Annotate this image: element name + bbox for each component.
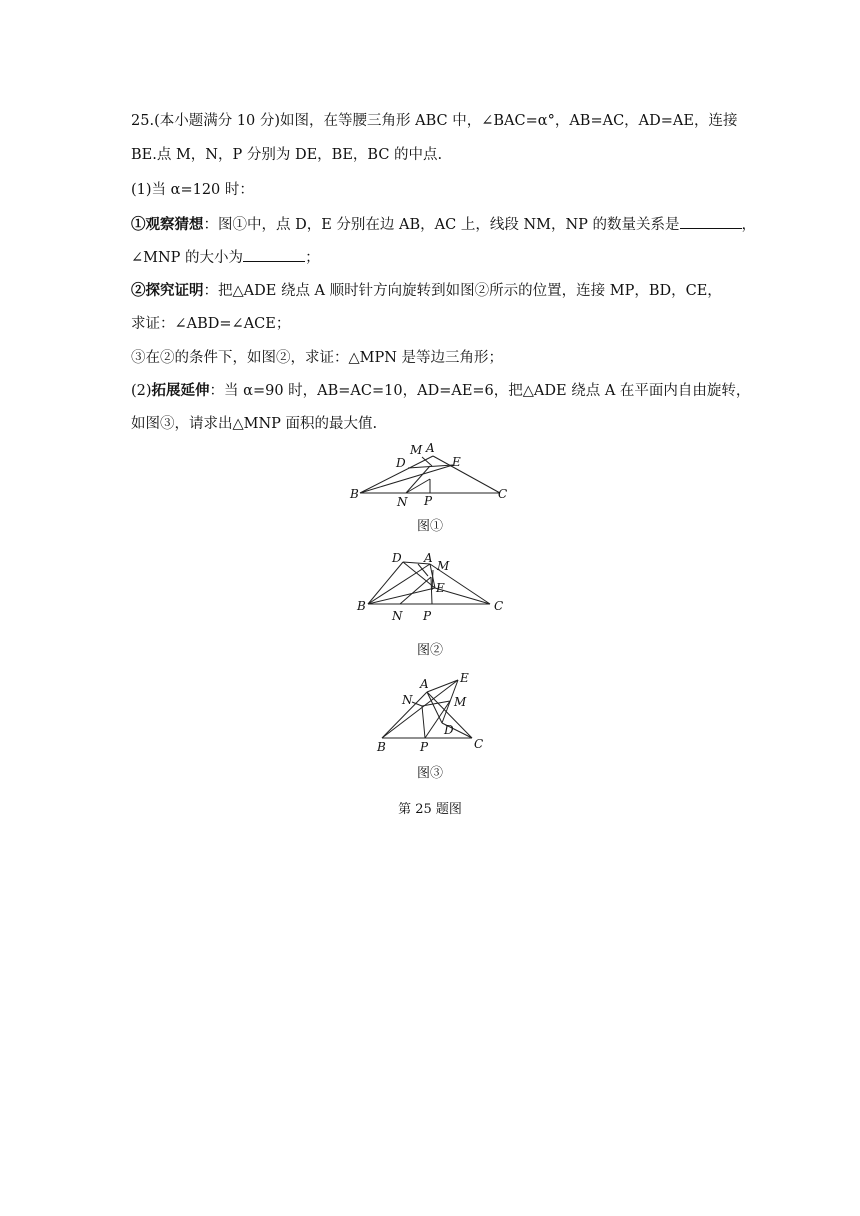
fig2-label-C: C xyxy=(494,599,504,613)
problem-line-1 xyxy=(131,111,738,131)
main-figure-caption: 第 25 题图 xyxy=(398,802,462,817)
answer-blank-1[interactable] xyxy=(680,214,742,229)
fig3-label-D: D xyxy=(444,723,454,737)
question-1 xyxy=(131,214,757,235)
problem-line-2 xyxy=(131,145,731,165)
figure-3-caption: 图③ xyxy=(416,766,443,781)
fig3-label-C: C xyxy=(474,737,484,751)
figure-1 xyxy=(340,438,520,518)
part1-heading xyxy=(131,180,731,200)
part2-label: 拓展延伸 xyxy=(151,382,210,399)
fig2-label-E: E xyxy=(436,581,445,595)
fig1-label-C: C xyxy=(498,487,508,501)
fig1-label-B: B xyxy=(350,487,359,501)
fig1-label-A: A xyxy=(426,441,435,455)
fig3-label-E: E xyxy=(460,671,469,685)
q1-tail: ， xyxy=(741,217,757,233)
question-1-line-2 xyxy=(131,247,731,268)
fig3-label-A: A xyxy=(420,677,429,691)
fig2-label-B: B xyxy=(357,599,366,613)
fig2-label-A: A xyxy=(424,551,433,565)
answer-blank-2[interactable] xyxy=(243,247,305,262)
q2-text: ：把△ADE 绕点 A 顺时针方向旋转到如图②所示的位置，连接 MP，BD，CE， xyxy=(203,283,722,299)
problem-number: 25. xyxy=(131,113,155,129)
q1-line2-tail: ； xyxy=(305,250,320,266)
figure-2-caption: 图② xyxy=(416,643,443,658)
fig1-label-E: E xyxy=(452,455,461,469)
q2-line2: 求证：∠ABD=∠ACE； xyxy=(131,316,291,332)
fig1-label-M: M xyxy=(410,443,423,457)
q1-line2: ∠MNP 的大小为 xyxy=(131,250,244,266)
fig1-label-D: D xyxy=(396,456,406,470)
fig2-label-D: D xyxy=(392,551,402,565)
part2-text: ：当 α=90 时，AB=AC=10，AD=AE=6，把△ADE 绕点 A 在平面内自由旋转， xyxy=(209,383,751,399)
q1-text: ：图①中，点 D，E 分别在边 AB，AC 上，线段 NM，NP 的数量关系是 xyxy=(203,217,680,233)
question-2-line-2 xyxy=(131,314,731,334)
problem-points: (本小题满分 10 分) xyxy=(154,113,281,129)
question-3 xyxy=(131,348,731,368)
q1-label: ①观察猜想 xyxy=(131,216,204,233)
part2-line-2 xyxy=(131,414,731,434)
fig1-label-N: N xyxy=(397,495,408,509)
q2-label: ②探究证明 xyxy=(131,282,204,299)
fig2-label-P: P xyxy=(423,609,432,623)
figure-2 xyxy=(340,548,520,628)
part1-text: (1)当 α=120 时： xyxy=(131,182,254,198)
problem-intro-2: BE.点 M，N，P 分别为 DE，BE，BC 的中点. xyxy=(131,147,443,163)
fig2-label-M: M xyxy=(437,559,450,573)
part2 xyxy=(131,381,751,401)
fig3-label-M: M xyxy=(454,695,467,709)
q3-text: ③在②的条件下，如图②，求证：△MPN 是等边三角形； xyxy=(131,350,504,366)
problem-intro: 如图，在等腰三角形 ABC 中，∠BAC=α°，AB=AC，AD=AE，连接 xyxy=(280,113,738,129)
part2-prefix: (2) xyxy=(131,383,152,399)
figure-1-caption: 图① xyxy=(416,519,443,534)
fig3-label-P: P xyxy=(420,740,429,754)
fig1-label-P: P xyxy=(424,494,433,508)
figure-3 xyxy=(360,668,500,758)
fig2-label-N: N xyxy=(392,609,403,623)
question-2 xyxy=(131,281,731,301)
fig3-label-B: B xyxy=(377,740,386,754)
part2-line2: 如图③，请求出△MNP 面积的最大值. xyxy=(131,416,378,432)
fig3-label-N: N xyxy=(402,693,413,707)
